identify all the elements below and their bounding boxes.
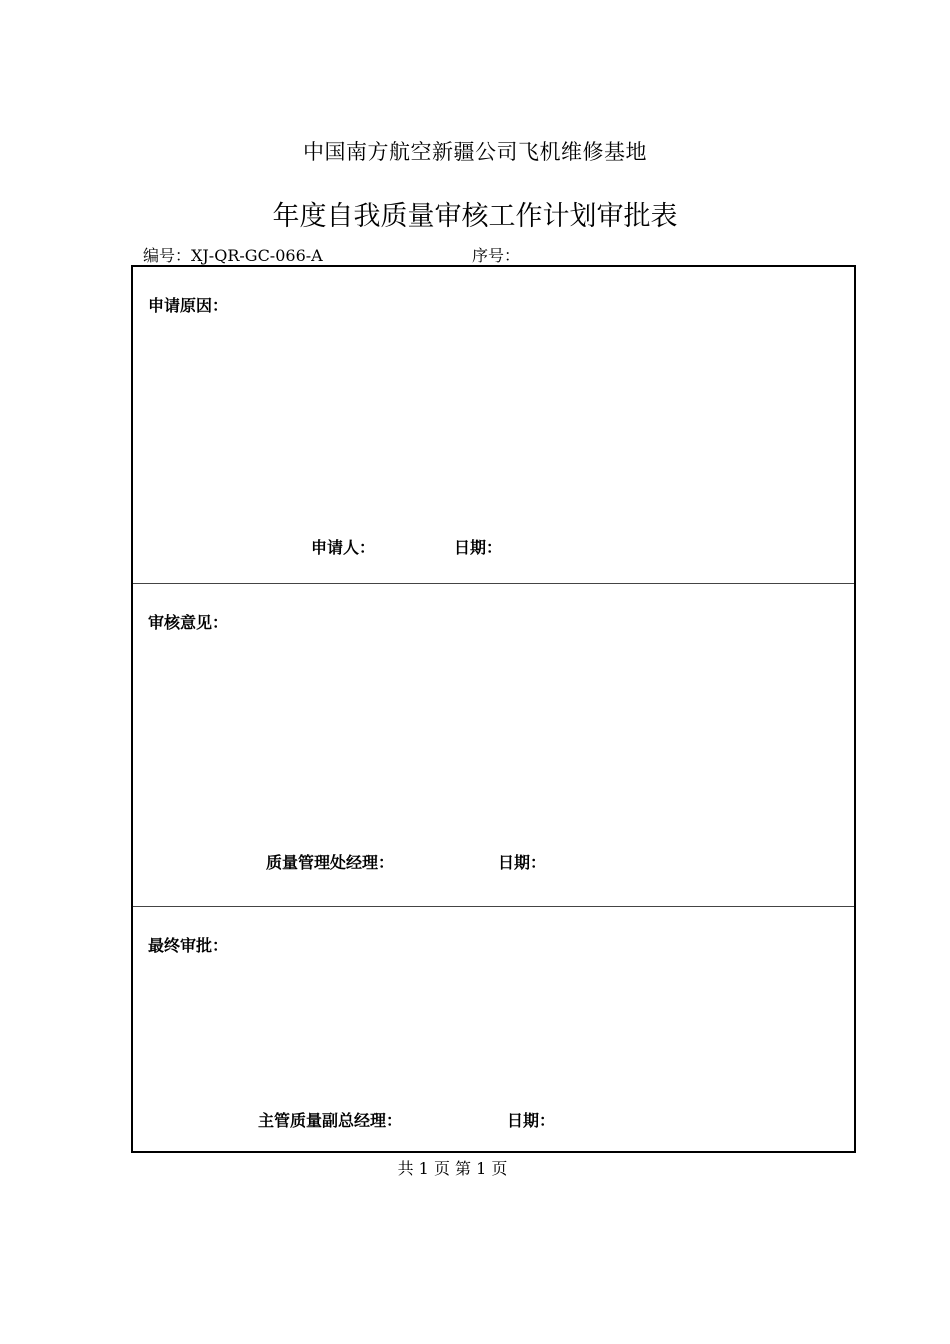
serial-number-label: 序号： <box>472 246 521 265</box>
date-label: 日期： <box>507 1111 556 1130</box>
deputy-general-manager-label: 主管质量副总经理： <box>258 1111 403 1130</box>
application-reason-section <box>133 267 854 584</box>
applicant-label: 申请人： <box>311 538 376 557</box>
date-label: 日期： <box>498 853 547 872</box>
quality-manager-label: 质量管理处经理： <box>266 853 395 872</box>
approval-form-table <box>131 265 856 1153</box>
form-title: 年度自我质量审核工作计划审批表 <box>272 201 678 232</box>
review-opinion-section <box>133 584 854 907</box>
section-title: 审核意见： <box>148 613 229 632</box>
final-approval-section <box>133 907 854 1151</box>
date-label: 日期： <box>454 538 503 557</box>
form-code: 编号：XJ-QR-GC-066-A <box>143 246 323 265</box>
page-number: 共 1 页 第 1 页 <box>397 1159 508 1178</box>
section-title: 申请原因： <box>148 296 229 315</box>
organization-name: 中国南方航空新疆公司飞机维修基地 <box>303 140 647 164</box>
section-title: 最终审批： <box>148 936 229 955</box>
